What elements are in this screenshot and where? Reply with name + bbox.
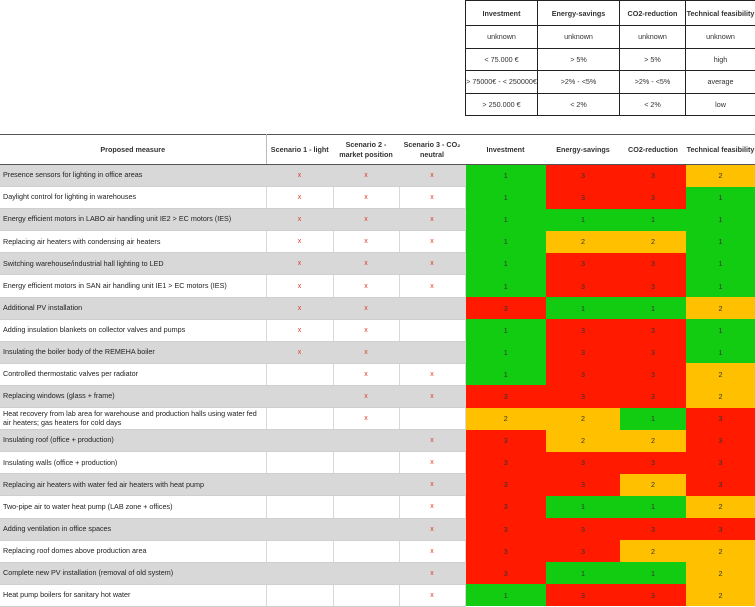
score-investment: 1 xyxy=(465,363,546,385)
header-scenario-1: Scenario 1 - light xyxy=(266,135,333,165)
score-energy-savings: 1 xyxy=(546,297,620,319)
header-proposed-measure: Proposed measure xyxy=(0,135,266,165)
score-investment: 1 xyxy=(465,341,546,363)
score-investment: 1 xyxy=(465,253,546,275)
score-energy-savings: 3 xyxy=(546,452,620,474)
measure-row xyxy=(0,297,755,319)
score-technical-feasibility: 1 xyxy=(686,231,755,253)
measure-row xyxy=(0,187,755,209)
measure-row xyxy=(0,408,755,430)
measure-name: Energy efficient motors in LABO air handling unit IE2 > EC motors (IES) xyxy=(0,209,266,231)
scenario-mark-s3: x xyxy=(399,187,465,209)
score-energy-savings: 3 xyxy=(546,187,620,209)
legend-header-row xyxy=(466,1,755,26)
measure-row xyxy=(0,474,755,496)
score-energy-savings: 2 xyxy=(546,408,620,430)
scenario-mark-s1 xyxy=(266,474,333,496)
legend-header-technical-feasibility: Technical feasibility xyxy=(686,1,755,26)
score-technical-feasibility: 1 xyxy=(686,187,755,209)
score-co2-reduction: 1 xyxy=(620,209,686,231)
score-investment: 3 xyxy=(465,496,546,518)
scenario-mark-s3 xyxy=(399,297,465,319)
legend-cell: average xyxy=(686,71,755,94)
legend-cell: < 2% xyxy=(620,93,686,116)
measure-name: Insulating the boiler body of the REMEHA boiler xyxy=(0,341,266,363)
score-technical-feasibility: 3 xyxy=(686,474,755,496)
score-technical-feasibility: 2 xyxy=(686,540,755,562)
score-energy-savings: 3 xyxy=(546,385,620,407)
scenario-mark-s1 xyxy=(266,518,333,540)
measure-row xyxy=(0,253,755,275)
scenario-mark-s1: x xyxy=(266,187,333,209)
scenario-mark-s2: x xyxy=(333,319,399,341)
score-co2-reduction: 1 xyxy=(620,496,686,518)
score-investment: 1 xyxy=(465,187,546,209)
scenario-mark-s3: x xyxy=(399,209,465,231)
scenario-mark-s3: x xyxy=(399,275,465,297)
measure-name: Two-pipe air to water heat pump (LAB zone + offices) xyxy=(0,496,266,518)
score-co2-reduction: 1 xyxy=(620,297,686,319)
score-investment: 1 xyxy=(465,231,546,253)
measure-row xyxy=(0,275,755,297)
score-investment: 1 xyxy=(465,275,546,297)
score-energy-savings: 2 xyxy=(546,430,620,452)
scenario-mark-s1 xyxy=(266,452,333,474)
scenario-mark-s2: x xyxy=(333,253,399,275)
scenario-mark-s3: x xyxy=(399,540,465,562)
scenario-mark-s3: x xyxy=(399,518,465,540)
score-investment: 3 xyxy=(465,430,546,452)
legend-table xyxy=(465,0,755,116)
score-co2-reduction: 3 xyxy=(620,452,686,474)
measure-name: Adding ventilation in office spaces xyxy=(0,518,266,540)
measure-row xyxy=(0,452,755,474)
score-technical-feasibility: 1 xyxy=(686,341,755,363)
legend-row xyxy=(466,93,755,116)
scenario-mark-s1 xyxy=(266,430,333,452)
scenario-mark-s2 xyxy=(333,540,399,562)
measure-row xyxy=(0,209,755,231)
measure-row xyxy=(0,540,755,562)
scenario-mark-s3: x xyxy=(399,253,465,275)
legend-row xyxy=(466,26,755,49)
measure-name: Heat pump boilers for sanitary hot water xyxy=(0,584,266,606)
score-technical-feasibility: 2 xyxy=(686,584,755,606)
score-investment: 1 xyxy=(465,319,546,341)
measures-header-row xyxy=(0,135,755,165)
measure-name: Complete new PV installation (removal of old system) xyxy=(0,562,266,584)
score-co2-reduction: 3 xyxy=(620,363,686,385)
scenario-mark-s2 xyxy=(333,474,399,496)
measure-name: Insulating roof (office + production) xyxy=(0,430,266,452)
score-energy-savings: 3 xyxy=(546,165,620,187)
score-energy-savings: 3 xyxy=(546,474,620,496)
scenario-mark-s2 xyxy=(333,430,399,452)
measure-name: Heat recovery from lab area for warehouse and production halls using water fed air heaters; gas heaters for cold days xyxy=(0,408,266,430)
score-investment: 1 xyxy=(465,165,546,187)
legend-cell: unknown xyxy=(620,26,686,49)
measure-row xyxy=(0,584,755,606)
legend-cell: > 5% xyxy=(538,48,620,71)
scenario-mark-s2: x xyxy=(333,363,399,385)
header-scenario-2: Scenario 2 - market position xyxy=(333,135,399,165)
scenario-mark-s1: x xyxy=(266,253,333,275)
header-energy-savings: Energy-savings xyxy=(546,135,620,165)
scenario-mark-s3: x xyxy=(399,496,465,518)
measure-row xyxy=(0,319,755,341)
legend-cell: >2% - <5% xyxy=(620,71,686,94)
score-energy-savings: 3 xyxy=(546,540,620,562)
score-investment: 3 xyxy=(465,297,546,319)
score-technical-feasibility: 1 xyxy=(686,319,755,341)
scenario-mark-s2: x xyxy=(333,275,399,297)
score-technical-feasibility: 3 xyxy=(686,408,755,430)
legend-cell: unknown xyxy=(686,26,755,49)
score-co2-reduction: 3 xyxy=(620,253,686,275)
legend-row xyxy=(466,71,755,94)
scenario-mark-s2 xyxy=(333,496,399,518)
score-co2-reduction: 3 xyxy=(620,385,686,407)
header-investment: Investment xyxy=(465,135,546,165)
scenario-mark-s1 xyxy=(266,562,333,584)
score-technical-feasibility: 3 xyxy=(686,452,755,474)
legend-cell: < 75.000 € xyxy=(466,48,538,71)
scenario-mark-s3 xyxy=(399,408,465,430)
scenario-mark-s2: x xyxy=(333,165,399,187)
legend-cell: unknown xyxy=(538,26,620,49)
score-technical-feasibility: 2 xyxy=(686,297,755,319)
score-investment: 3 xyxy=(465,518,546,540)
score-energy-savings: 3 xyxy=(546,363,620,385)
score-technical-feasibility: 2 xyxy=(686,496,755,518)
score-technical-feasibility: 1 xyxy=(686,253,755,275)
scenario-mark-s1 xyxy=(266,540,333,562)
legend-cell: > 75000€ - < 250000€ xyxy=(466,71,538,94)
legend-row xyxy=(466,48,755,71)
score-co2-reduction: 1 xyxy=(620,408,686,430)
score-co2-reduction: 3 xyxy=(620,275,686,297)
score-co2-reduction: 3 xyxy=(620,518,686,540)
score-energy-savings: 1 xyxy=(546,496,620,518)
scenario-mark-s2: x xyxy=(333,187,399,209)
score-co2-reduction: 3 xyxy=(620,187,686,209)
scenario-mark-s3 xyxy=(399,341,465,363)
score-energy-savings: 3 xyxy=(546,341,620,363)
scenario-mark-s3: x xyxy=(399,562,465,584)
score-co2-reduction: 3 xyxy=(620,319,686,341)
legend-cell: < 2% xyxy=(538,93,620,116)
scenario-mark-s1: x xyxy=(266,341,333,363)
scenario-mark-s2 xyxy=(333,584,399,606)
legend-header-energy-savings: Energy-savings xyxy=(538,1,620,26)
legend-cell: > 5% xyxy=(620,48,686,71)
measure-name: Replacing roof domes above production area xyxy=(0,540,266,562)
legend-cell: > 250.000 € xyxy=(466,93,538,116)
measure-row xyxy=(0,562,755,584)
scenario-mark-s3: x xyxy=(399,474,465,496)
score-technical-feasibility: 3 xyxy=(686,430,755,452)
score-investment: 2 xyxy=(465,408,546,430)
score-investment: 3 xyxy=(465,452,546,474)
legend-cell: low xyxy=(686,93,755,116)
measure-row xyxy=(0,496,755,518)
scenario-mark-s1: x xyxy=(266,209,333,231)
scenario-mark-s2: x xyxy=(333,341,399,363)
scenario-mark-s1 xyxy=(266,363,333,385)
scenario-mark-s1 xyxy=(266,408,333,430)
measure-name: Switching warehouse/industrial hall lighting to LED xyxy=(0,253,266,275)
legend-cell: high xyxy=(686,48,755,71)
measure-name: Replacing air heaters with water fed air heaters with heat pump xyxy=(0,474,266,496)
scenario-mark-s2 xyxy=(333,518,399,540)
scenario-mark-s3: x xyxy=(399,165,465,187)
score-energy-savings: 3 xyxy=(546,275,620,297)
score-investment: 3 xyxy=(465,562,546,584)
header-scenario-3: Scenario 3 - CO₂ neutral xyxy=(399,135,465,165)
scenario-mark-s2: x xyxy=(333,408,399,430)
score-technical-feasibility: 2 xyxy=(686,363,755,385)
measure-name: Replacing air heaters with condensing air heaters xyxy=(0,231,266,253)
legend-cell: unknown xyxy=(466,26,538,49)
measure-name: Energy efficient motors in SAN air handling unit IE1 > EC motors (IES) xyxy=(0,275,266,297)
score-energy-savings: 1 xyxy=(546,562,620,584)
measure-row xyxy=(0,385,755,407)
measure-name: Replacing windows (glass + frame) xyxy=(0,385,266,407)
score-investment: 3 xyxy=(465,385,546,407)
scenario-mark-s1: x xyxy=(266,297,333,319)
scenario-mark-s1: x xyxy=(266,319,333,341)
scenario-mark-s2: x xyxy=(333,231,399,253)
legend-cell: >2% - <5% xyxy=(538,71,620,94)
scenario-mark-s1 xyxy=(266,584,333,606)
legend-header-investment: Investment xyxy=(466,1,538,26)
score-technical-feasibility: 3 xyxy=(686,518,755,540)
score-energy-savings: 3 xyxy=(546,518,620,540)
header-co2-reduction: CO2-reduction xyxy=(620,135,686,165)
score-energy-savings: 2 xyxy=(546,231,620,253)
scenario-mark-s2: x xyxy=(333,209,399,231)
score-co2-reduction: 2 xyxy=(620,540,686,562)
measures-table xyxy=(0,134,755,607)
measure-name: Adding insulation blankets on collector valves and pumps xyxy=(0,319,266,341)
score-energy-savings: 3 xyxy=(546,253,620,275)
score-technical-feasibility: 2 xyxy=(686,385,755,407)
score-co2-reduction: 3 xyxy=(620,341,686,363)
scenario-mark-s2: x xyxy=(333,385,399,407)
score-co2-reduction: 1 xyxy=(620,562,686,584)
scenario-mark-s1: x xyxy=(266,231,333,253)
scenario-mark-s3 xyxy=(399,319,465,341)
score-energy-savings: 3 xyxy=(546,319,620,341)
scenario-mark-s3: x xyxy=(399,584,465,606)
scenario-mark-s1: x xyxy=(266,275,333,297)
measure-name: Controlled thermostatic valves per radiator xyxy=(0,363,266,385)
measure-row xyxy=(0,231,755,253)
measure-row xyxy=(0,518,755,540)
score-co2-reduction: 2 xyxy=(620,231,686,253)
scenario-mark-s1: x xyxy=(266,165,333,187)
legend-header-co2-reduction: CO2-reduction xyxy=(620,1,686,26)
score-co2-reduction: 2 xyxy=(620,474,686,496)
score-investment: 3 xyxy=(465,474,546,496)
score-co2-reduction: 2 xyxy=(620,430,686,452)
score-energy-savings: 3 xyxy=(546,584,620,606)
score-investment: 1 xyxy=(465,209,546,231)
header-technical-feasibility: Technical feasibility xyxy=(686,135,755,165)
score-co2-reduction: 3 xyxy=(620,584,686,606)
measure-row xyxy=(0,430,755,452)
measure-name: Insulating walls (office + production) xyxy=(0,452,266,474)
measure-name: Additional PV installation xyxy=(0,297,266,319)
measure-name: Presence sensors for lighting in office areas xyxy=(0,165,266,187)
scenario-mark-s3: x xyxy=(399,430,465,452)
scenario-mark-s1 xyxy=(266,496,333,518)
score-energy-savings: 1 xyxy=(546,209,620,231)
scenario-mark-s2: x xyxy=(333,297,399,319)
measure-row xyxy=(0,341,755,363)
scenario-mark-s2 xyxy=(333,562,399,584)
scenario-mark-s3: x xyxy=(399,231,465,253)
measure-row xyxy=(0,165,755,187)
scenario-mark-s3: x xyxy=(399,363,465,385)
measure-name: Daylight control for lighting in warehouses xyxy=(0,187,266,209)
score-technical-feasibility: 2 xyxy=(686,562,755,584)
score-investment: 1 xyxy=(465,584,546,606)
score-technical-feasibility: 1 xyxy=(686,209,755,231)
scenario-mark-s2 xyxy=(333,452,399,474)
score-technical-feasibility: 2 xyxy=(686,165,755,187)
measure-row xyxy=(0,363,755,385)
scenario-mark-s3: x xyxy=(399,385,465,407)
scenario-mark-s1 xyxy=(266,385,333,407)
score-investment: 3 xyxy=(465,540,546,562)
scenario-mark-s3: x xyxy=(399,452,465,474)
score-co2-reduction: 3 xyxy=(620,165,686,187)
score-technical-feasibility: 1 xyxy=(686,275,755,297)
